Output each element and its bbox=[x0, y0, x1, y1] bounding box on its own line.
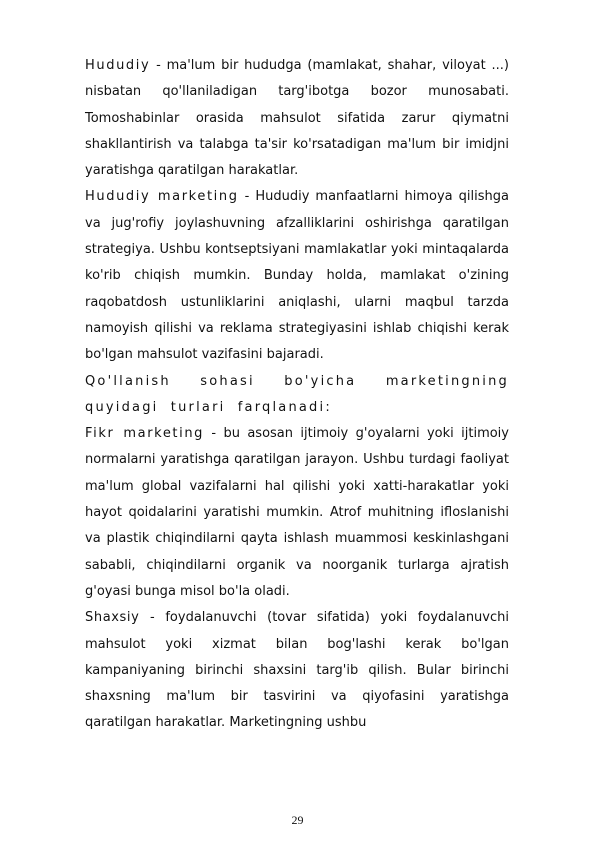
paragraph-text: - Hududiy manfaatlarni himoya qilishga va jug'rofiy joylashuvning afzalliklarini oshirishga qaratilgan strategiya. Ushbu kontseptsiyani mamlakatlar yoki mintaqalarda ko'rib chiqish mumkin. Bunday holda, mamlakat o'zining raqobatdosh ustunliklarini aniqlashi, ularni maqbul tarzda namoyish qilishi va reklama strategiyasini ishlab chiqishi kerak bo'lgan mahsulot vazifasini bajaradi. bbox=[85, 189, 509, 363]
document-body bbox=[85, 53, 509, 737]
paragraph-fikr-marketing bbox=[85, 421, 509, 605]
paragraph-text: - foydalanuvchi (tovar sifatida) yoki foydalanuvchi mahsulot yoki xizmat bilan bog'lashi kerak bo'lgan kampaniyaning birinchi shaxsini targ'ib qilish. Bular birinchi shaxsning ma'lum bir tasvirini va qiyofasini yaratishga qaratilgan harakatlar. Marketingning ushbu bbox=[85, 610, 509, 731]
section-heading: Qo'llanish sohasi bo'yicha marketingning quyidagi turlari farqlanadi: bbox=[85, 373, 509, 415]
term-hududiy-marketing: Hududiy marketing bbox=[85, 189, 239, 205]
term-hududiy: Hududiy bbox=[85, 58, 151, 73]
paragraph-shaxsiy bbox=[85, 605, 509, 736]
term-fikr-marketing: Fikr marketing bbox=[85, 426, 205, 442]
paragraph-hududiy bbox=[85, 53, 509, 184]
paragraph-text: - ma'lum bir hududga (mamlakat, shahar, viloyat ...) nisbatan qo'llaniladigan targ'ibotga bozor munosabati. Tomoshabinlar orasida mahsulot sifatida zarur qiymatni shakllantirish va talabga ta'sir ko'rsatadigan ma'lum bir imidjni yaratishga qaratilgan harakatlar. bbox=[85, 58, 509, 179]
paragraph-text: - bu asosan ijtimoiy g'oyalarni yoki ijtimoiy normalarni yaratishga qaratilgan jarayon. Ushbu turdagi faoliyat ma'lum global vazifalarni hal qilishi yoki xatti-harakatlar yoki hayot qoidalarini yaratishi mumkin. Atrof muhitning ifloslanishi va plastik chiqindilarni qayta ishlash muammosi keskinlashgani sababli, chiqindilarni organik va noorganik turlarga ajratish g'oyasi bunga misol bo'la oladi. bbox=[85, 426, 509, 599]
term-shaxsiy: Shaxsiy bbox=[85, 610, 140, 626]
paragraph-hududiy-marketing bbox=[85, 184, 509, 368]
page-number: 29 bbox=[291, 813, 304, 827]
